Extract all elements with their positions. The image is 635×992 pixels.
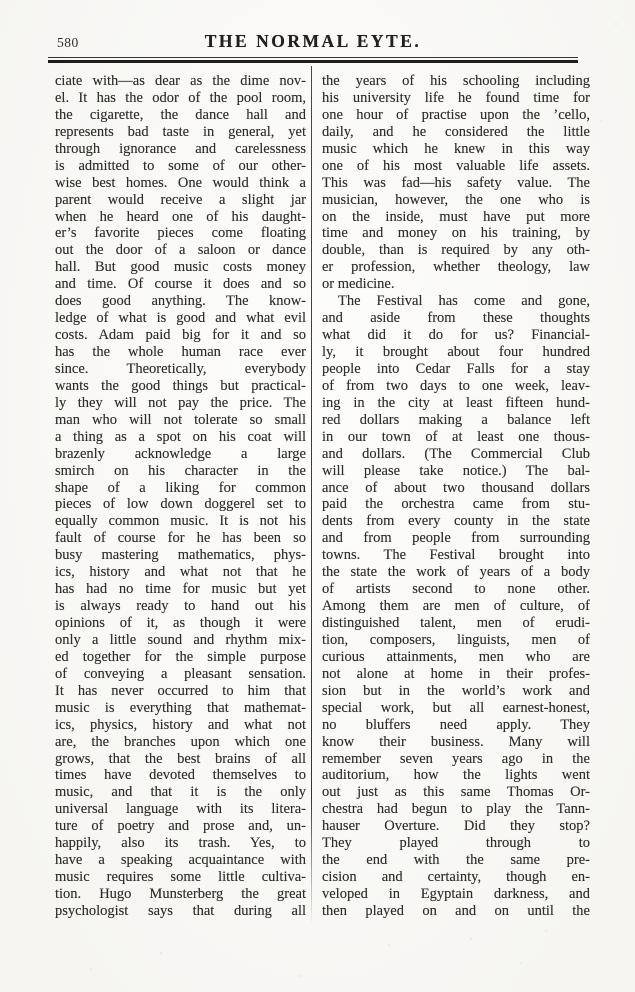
- rule-thick-line: [48, 60, 578, 63]
- text-line: music which he knew in this way: [322, 140, 590, 157]
- text-line: red dollars making a balance left: [322, 411, 590, 428]
- text-line: music is everything that mathemat-: [55, 699, 306, 716]
- text-line: what did it do for us? Financial-: [322, 327, 590, 344]
- text-columns: [55, 73, 590, 926]
- text-line: has the whole human race ever: [55, 344, 306, 360]
- text-line: paid the orchestra came from stu-: [322, 496, 590, 513]
- text-line: el. It has the odor of the pool room,: [55, 89, 306, 106]
- text-line: ing in the city at least fifteen hund-: [322, 394, 590, 411]
- text-line: cision and certainty, though en-: [322, 869, 590, 886]
- text-line: tion, composers, linguists, men of: [322, 631, 590, 648]
- text-line: ly they will not pay the price. The: [55, 394, 306, 411]
- text-line: daily, and he considered the little: [322, 123, 590, 140]
- text-line: know their business. Many will: [322, 733, 590, 750]
- text-line: is admitted to some of our other-: [55, 157, 306, 174]
- text-line: ture of poetry and prose and, un-: [55, 818, 306, 835]
- scan-speckle-noise: [0, 0, 2, 2]
- text-line: does good anything. The know-: [55, 293, 306, 310]
- text-line: on the inside, must have put more: [322, 208, 590, 225]
- text-line: out the door of a saloon or dance: [55, 242, 306, 259]
- right-column: [322, 73, 590, 920]
- text-line: no bluffers need apply. They: [322, 716, 590, 733]
- text-line: musician, however, the one who is: [322, 191, 590, 208]
- text-line: It has never occurred to him that: [55, 682, 306, 699]
- text-line: brazenly acknowledge a large: [55, 445, 306, 462]
- text-line: ed together for the simple purpose: [55, 648, 306, 665]
- text-line: then played on and on until the: [322, 902, 590, 919]
- text-line: smirch on his character in the: [55, 462, 306, 479]
- text-line: since. Theoretically, everybody: [55, 360, 306, 377]
- text-line: curious attainments, men who are: [322, 648, 590, 665]
- masthead-title: THE NORMAL EYTE.: [204, 31, 422, 51]
- text-line: grows, that the best brains of all: [55, 750, 306, 767]
- text-line: of artists second to none other.: [322, 581, 590, 598]
- text-line: pieces of low down doggerel set to: [55, 496, 306, 513]
- text-line: chestra had begun to play the Tann-: [322, 801, 590, 818]
- text-line: They played through to: [322, 835, 590, 852]
- text-line: represents bad taste in general, yet: [55, 123, 306, 140]
- text-line: fault of course for he has been so: [55, 530, 306, 547]
- text-line: ance of about two thousand dollars: [322, 479, 590, 496]
- text-line: happily, also its trash. Yes, to: [55, 835, 306, 852]
- text-line: hall. But good music costs money: [55, 259, 306, 276]
- text-line: and aside from these thoughts: [322, 310, 590, 327]
- text-line: equally common music. It is not his: [55, 513, 306, 530]
- text-line: and dollars. (The Commercial Club: [322, 445, 590, 462]
- text-line: the years of his schooling including: [322, 73, 590, 89]
- text-line: dents from every county in the state: [322, 513, 590, 530]
- text-line: or medicine.: [322, 276, 395, 293]
- text-line: The Festival has come and gone,: [338, 293, 590, 310]
- text-line: of from two days to one week, leav-: [322, 377, 590, 394]
- text-line: wants the good things but practical-: [55, 377, 306, 394]
- text-line: of conveying a pleasant sensation.: [55, 665, 306, 682]
- text-line: er’s favorite pieces come floating: [55, 225, 306, 242]
- text-line: has had no time for music but yet: [55, 581, 306, 598]
- text-line: remember seven years ago in the: [322, 750, 590, 767]
- text-line: are, the branches upon which one: [55, 733, 306, 750]
- text-line: ly, it brought about four hundred: [322, 344, 590, 360]
- page-number: 580: [57, 35, 79, 50]
- text-line: shape of a liking for common: [55, 479, 306, 496]
- text-line: hauser Overture. Did they stop?: [322, 818, 590, 835]
- text-line: parent would receive a slight jar: [55, 191, 306, 208]
- text-line: his university life he found time for: [322, 89, 590, 106]
- text-line: costs. Adam paid big for it and so: [55, 327, 306, 344]
- text-line: will please take notice.) The bal-: [322, 462, 590, 479]
- text-line: Among them are men of culture, of: [322, 598, 590, 615]
- text-line: when he heard one of his daught-: [55, 208, 306, 225]
- text-line: er profession, whether theology, law: [322, 259, 590, 276]
- text-line: the end with the same pre-: [322, 852, 590, 869]
- text-line: wise best homes. One would think a: [55, 174, 306, 191]
- text-line: sion but in the world’s work and: [322, 682, 590, 699]
- text-line: busy mastering mathematics, phys-: [55, 547, 306, 564]
- text-line: universal language with its litera-: [55, 801, 306, 818]
- text-line: opinions of it, as though it were: [55, 615, 306, 631]
- text-line: distinguished talent, men of erudi-: [322, 615, 590, 631]
- left-column: [55, 73, 306, 920]
- text-line: ics, physics, history and what not: [55, 716, 306, 733]
- text-line: towns. The Festival brought into: [322, 547, 590, 564]
- text-line: and time. Of course it does and so: [55, 276, 306, 293]
- text-line: auditorium, how the lights went: [322, 767, 590, 784]
- text-line: people into Cedar Falls for a stay: [322, 360, 590, 377]
- text-line: the cigarette, the dance hall and: [55, 106, 306, 123]
- text-line: This was fad—his safety value. The: [322, 174, 590, 191]
- text-line: music requires some little cultiva-: [55, 869, 306, 886]
- text-line: tion. Hugo Munsterberg the great: [55, 886, 306, 902]
- text-line: special work, but all earnest-honest,: [322, 699, 590, 716]
- text-line: a thing as a spot on his coat will: [55, 428, 306, 445]
- text-line: not alone at home in their profes-: [322, 665, 590, 682]
- header-double-rule: [48, 57, 578, 63]
- text-line: double, than is required by any oth-: [322, 242, 590, 259]
- text-line: one of his most valuable life assets.: [322, 157, 590, 174]
- text-line: and from people from surrounding: [322, 530, 590, 547]
- text-line: only a little sound and rhythm mix-: [55, 631, 306, 648]
- text-line: psychologist says that during all: [55, 902, 306, 919]
- text-line: man who will not tolerate so small: [55, 411, 306, 428]
- text-line: veloped in Egyptain darkness, and: [322, 886, 590, 902]
- text-line: the state the work of years of a body: [322, 564, 590, 581]
- text-line: ledge of what is good and what evil: [55, 310, 306, 327]
- text-line: ciate with—as dear as the dime nov-: [55, 73, 306, 89]
- text-line: have a speaking acquaintance with: [55, 852, 306, 869]
- rule-thin-line: [48, 57, 578, 58]
- column-divider-rule: [311, 66, 312, 926]
- text-line: music, and that it is the only: [55, 784, 306, 801]
- text-line: time and money on his training, by: [322, 225, 590, 242]
- text-line: ics, history and what not that he: [55, 564, 306, 581]
- text-line: is always ready to hand out his: [55, 598, 306, 615]
- text-line: in our town of at least one thous-: [322, 428, 590, 445]
- text-line: out just as this same Thomas Or-: [322, 784, 590, 801]
- text-line: one hour of practise upon the ’cello,: [322, 106, 590, 123]
- text-line: times have devoted themselves to: [55, 767, 306, 784]
- text-line: through ignorance and carelessness: [55, 140, 306, 157]
